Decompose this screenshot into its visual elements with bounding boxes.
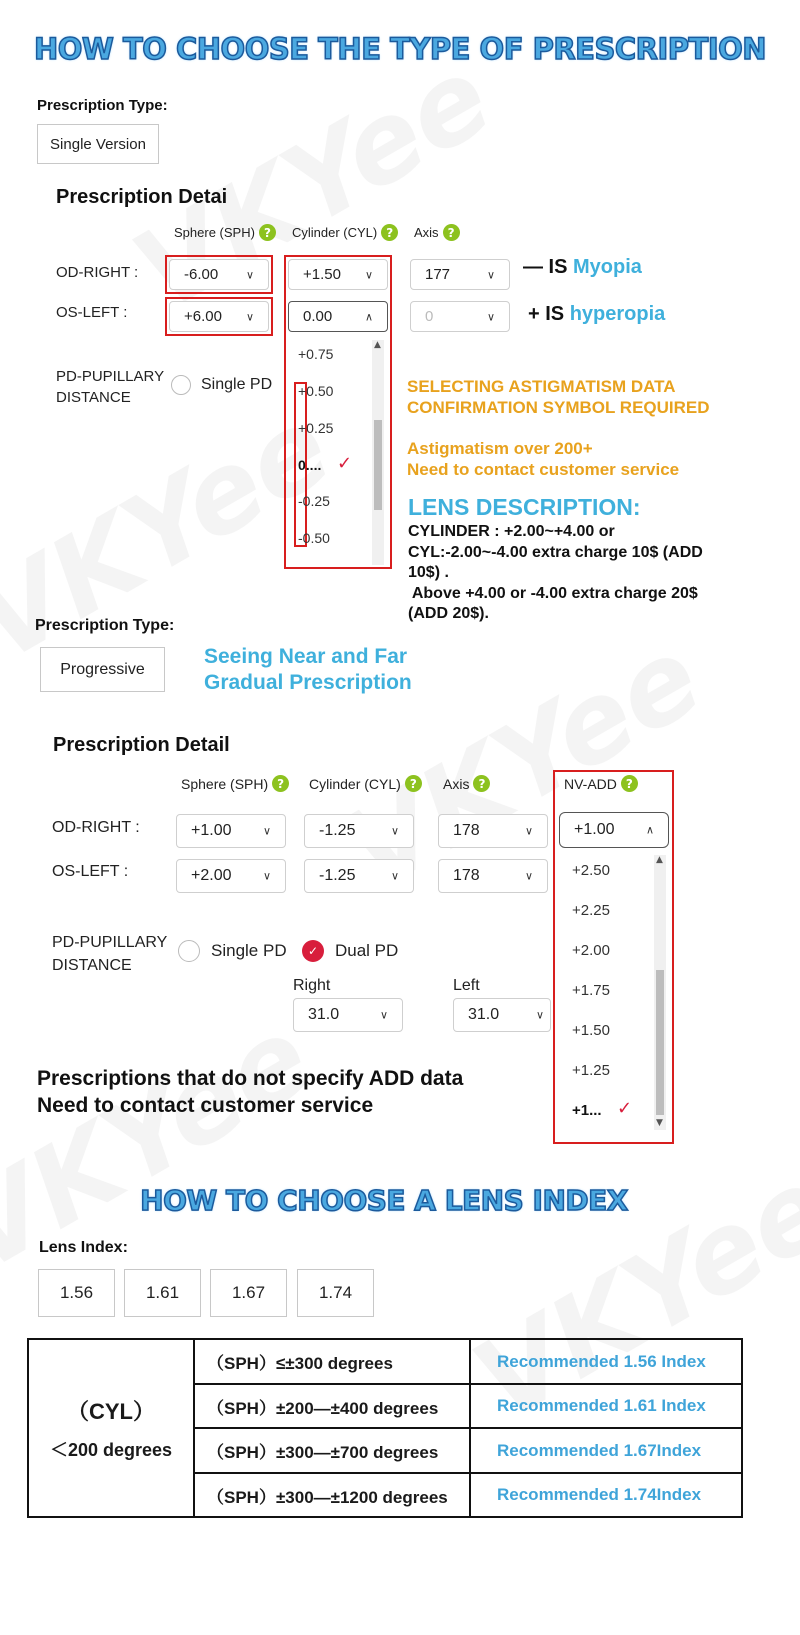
astig-confirm-line1: SELECTING ASTIGMATISM DATA bbox=[407, 377, 676, 396]
axis-column-header bbox=[443, 775, 490, 792]
chevron-down-icon: ∨ bbox=[390, 869, 399, 883]
prescription-type-label: Prescription Type: bbox=[37, 97, 168, 114]
prescription-detail-heading: Prescription Detai bbox=[56, 186, 228, 208]
pd-label-line2: DISTANCE bbox=[56, 389, 131, 406]
check-icon: ✓ bbox=[337, 453, 353, 474]
chevron-down-icon: ∨ bbox=[535, 1008, 544, 1022]
progressive-desc-line1: Seeing Near and Far bbox=[204, 645, 408, 668]
single-pd-label: Single PD bbox=[201, 376, 273, 393]
os-axis-value: 0 bbox=[425, 308, 434, 325]
plus-is-hyperopia-note bbox=[528, 303, 665, 326]
left-pd-value: 31.0 bbox=[468, 1006, 500, 1023]
single-pd-radio[interactable] bbox=[171, 375, 191, 395]
os-sph-value: +6.00 bbox=[184, 308, 222, 325]
recommendation-cell: Recommended 1.56 Index bbox=[470, 1339, 742, 1384]
scroll-up-icon[interactable]: ▲ bbox=[656, 855, 663, 865]
chevron-down-icon: ∨ bbox=[262, 824, 271, 838]
right-pd-label: Right bbox=[293, 977, 331, 994]
astig-confirm-line2: CONFIRMATION SYMBOL REQUIRED bbox=[407, 398, 710, 417]
right-pd-select[interactable] bbox=[293, 998, 403, 1032]
chevron-down-icon: ∨ bbox=[379, 1008, 388, 1022]
cyl-column-label: Cylinder (CYL) bbox=[292, 225, 378, 240]
help-icon[interactable]: ? bbox=[621, 775, 638, 792]
axis-column-header bbox=[414, 224, 460, 241]
add-data-note bbox=[37, 1065, 463, 1119]
check-icon: ✓ bbox=[617, 1098, 633, 1119]
right-pd-value: 31.0 bbox=[308, 1006, 340, 1023]
chevron-down-icon: ∨ bbox=[486, 268, 495, 281]
os-axis-value: 178 bbox=[453, 867, 480, 884]
lens-desc-line: Above +4.00 or -4.00 extra charge 20$ bbox=[408, 584, 698, 602]
od-right-label: OD-RIGHT : bbox=[52, 819, 140, 836]
lens-index-option-1-67[interactable]: 1.67 bbox=[210, 1269, 287, 1317]
plus-note-prefix: + IS bbox=[528, 303, 565, 325]
os-sph-value: +2.00 bbox=[191, 867, 232, 884]
add-option-selected[interactable]: +1... bbox=[572, 1102, 602, 1119]
table-row bbox=[28, 1339, 742, 1384]
lens-index-option-1-61[interactable]: 1.61 bbox=[124, 1269, 201, 1317]
prescription-detail-heading: Prescription Detail bbox=[53, 734, 230, 756]
os-sph-select[interactable] bbox=[176, 859, 286, 893]
od-axis-value: 178 bbox=[453, 822, 480, 839]
sph-os-highlight bbox=[165, 297, 273, 336]
cyl-column-header bbox=[292, 224, 398, 241]
od-sph-value: -6.00 bbox=[184, 266, 219, 283]
help-icon[interactable]: ? bbox=[272, 775, 289, 792]
scroll-down-icon[interactable]: ▼ bbox=[656, 1118, 663, 1128]
add-option[interactable]: +2.50 bbox=[572, 862, 610, 879]
od-axis-select[interactable] bbox=[438, 814, 548, 848]
single-version-button[interactable]: Single Version bbox=[37, 124, 159, 164]
pd-label bbox=[56, 366, 164, 408]
chevron-down-icon: ∨ bbox=[524, 824, 533, 838]
cyl-subheading: ＜200 degrees bbox=[49, 1439, 173, 1460]
help-icon[interactable]: ? bbox=[381, 224, 398, 241]
dual-pd-label: Dual PD bbox=[335, 941, 399, 960]
sph-range-cell: （SPH）±300—±700 degrees bbox=[194, 1428, 470, 1473]
axis-column-label: Axis bbox=[443, 775, 470, 792]
chevron-down-icon: ∨ bbox=[364, 268, 373, 281]
sph-column-label: Sphere (SPH) bbox=[181, 775, 269, 792]
od-right-label: OD-RIGHT : bbox=[56, 264, 139, 281]
sph-column-header bbox=[174, 224, 276, 241]
lens-description-text bbox=[408, 522, 798, 625]
minus-note-prefix: — IS bbox=[523, 256, 568, 278]
add-option[interactable]: +2.25 bbox=[572, 902, 610, 919]
sph-column-label: Sphere (SPH) bbox=[174, 225, 255, 240]
add-option[interactable]: +1.50 bbox=[572, 1022, 610, 1039]
cyl-option[interactable]: -0.25 bbox=[298, 493, 330, 509]
progressive-desc-line2: Gradual Prescription bbox=[204, 671, 412, 694]
astig-over-line2: Need to contact customer service bbox=[407, 460, 680, 479]
sph-range-cell: （SPH）±300—±1200 degrees bbox=[194, 1473, 470, 1517]
sph-od-highlight bbox=[165, 255, 273, 294]
nv-add-column-label: NV-ADD bbox=[564, 775, 617, 792]
cyl-option[interactable]: +0.75 bbox=[298, 346, 334, 362]
scroll-up-icon[interactable]: ▲ bbox=[374, 340, 381, 350]
single-pd-label: Single PD bbox=[211, 941, 287, 960]
pd-label-line1: PD-PUPILLARY bbox=[52, 934, 168, 951]
pd-label-line2: DISTANCE bbox=[52, 957, 132, 974]
lens-description-title: LENS DESCRIPTION: bbox=[408, 494, 641, 520]
cyl-heading: （CYL） bbox=[66, 1398, 155, 1424]
lens-index-option-1-56[interactable]: 1.56 bbox=[38, 1269, 115, 1317]
cyl-option[interactable]: +0.25 bbox=[298, 420, 334, 436]
od-cyl-value: -1.25 bbox=[319, 822, 356, 839]
dual-pd-radio[interactable]: ✓ bbox=[302, 940, 324, 962]
lens-index-label: Lens Index: bbox=[39, 1239, 128, 1256]
left-pd-select[interactable] bbox=[453, 998, 551, 1032]
chevron-down-icon: ∨ bbox=[486, 310, 495, 323]
add-option[interactable]: +2.00 bbox=[572, 942, 610, 959]
cyl-column-header bbox=[309, 775, 422, 792]
axis-column-label: Axis bbox=[414, 225, 439, 240]
lens-desc-line: CYLINDER : +2.00~+4.00 or bbox=[408, 523, 615, 540]
sph-column-header bbox=[181, 775, 289, 792]
lens-desc-line: 10$) . bbox=[408, 564, 449, 581]
od-axis-value: 177 bbox=[425, 266, 451, 283]
od-axis-select[interactable] bbox=[410, 259, 510, 290]
lens-index-title: HOW TO CHOOSE A LENS INDEX bbox=[140, 1184, 628, 1217]
od-sph-select[interactable] bbox=[176, 814, 286, 848]
lens-index-table bbox=[27, 1338, 743, 1518]
recommendation-cell: Recommended 1.61 Index bbox=[470, 1384, 742, 1428]
pd-label bbox=[52, 931, 167, 977]
lens-desc-line: (ADD 20$). bbox=[408, 605, 489, 622]
cyl-option-selected[interactable]: 0.... bbox=[298, 457, 322, 473]
chevron-down-icon: ∨ bbox=[524, 869, 533, 883]
os-left-label: OS-LEFT : bbox=[52, 863, 129, 880]
chevron-down-icon: ∨ bbox=[245, 268, 254, 281]
help-icon[interactable]: ? bbox=[443, 224, 460, 241]
od-add-value: +1.00 bbox=[574, 821, 615, 838]
cyl-cell bbox=[28, 1339, 194, 1517]
help-icon[interactable]: ? bbox=[473, 775, 490, 792]
lens-index-option-1-74[interactable]: 1.74 bbox=[297, 1269, 374, 1317]
add-note-line2: Need to contact customer service bbox=[37, 1094, 374, 1117]
help-icon[interactable]: ? bbox=[405, 775, 422, 792]
single-pd-radio[interactable] bbox=[178, 940, 200, 962]
cyl-column-label: Cylinder (CYL) bbox=[309, 775, 401, 792]
cyl-option[interactable]: +0.50 bbox=[298, 383, 334, 399]
lens-desc-line: CYL:-2.00~-4.00 extra charge 10$ (ADD bbox=[408, 543, 703, 561]
progressive-description bbox=[204, 644, 412, 696]
minus-is-myopia-note bbox=[523, 256, 642, 279]
sph-range-cell: （SPH）±200—±400 degrees bbox=[194, 1384, 470, 1428]
od-cyl-value: +1.50 bbox=[303, 266, 341, 283]
add-option[interactable]: +1.75 bbox=[572, 982, 610, 999]
cyl-option[interactable]: -0.50 bbox=[298, 530, 330, 546]
os-cyl-select[interactable] bbox=[304, 859, 414, 893]
os-cyl-value: -1.25 bbox=[319, 867, 356, 884]
astigmatism-confirm-note bbox=[407, 376, 710, 418]
os-cyl-value: 0.00 bbox=[303, 308, 333, 325]
os-axis-select[interactable] bbox=[410, 301, 510, 332]
add-scrollbar-thumb[interactable] bbox=[656, 970, 664, 1115]
chevron-down-icon: ∨ bbox=[245, 310, 254, 323]
sph-range-cell: （SPH）≤±300 degrees bbox=[194, 1339, 470, 1384]
prescription-type-label: Prescription Type: bbox=[35, 617, 175, 634]
recommendation-cell: Recommended 1.67Index bbox=[470, 1428, 742, 1473]
pd-label-line1: PD-PUPILLARY bbox=[56, 368, 165, 385]
astig-over-line1: Astigmatism over 200+ bbox=[407, 439, 593, 458]
cyl-scrollbar-thumb[interactable] bbox=[374, 420, 382, 510]
left-pd-label: Left bbox=[453, 977, 480, 994]
chevron-down-icon: ∨ bbox=[262, 869, 271, 883]
chevron-down-icon: ∨ bbox=[390, 824, 399, 838]
chevron-up-icon: ∧ bbox=[645, 823, 654, 837]
myopia-word: Myopia bbox=[573, 256, 642, 278]
add-option[interactable]: +1.25 bbox=[572, 1062, 610, 1079]
progressive-button[interactable]: Progressive bbox=[40, 647, 165, 692]
astigmatism-over-note bbox=[407, 438, 679, 480]
help-icon[interactable]: ? bbox=[259, 224, 276, 241]
os-axis-select[interactable] bbox=[438, 859, 548, 893]
hyperopia-word: hyperopia bbox=[569, 303, 666, 325]
od-cyl-select[interactable] bbox=[304, 814, 414, 848]
prescription-type-title: HOW TO CHOOSE THE TYPE OF PRESCRIPTION bbox=[33, 32, 767, 66]
od-sph-value: +1.00 bbox=[191, 822, 232, 839]
os-left-label: OS-LEFT : bbox=[56, 304, 128, 321]
add-note-line1: Prescriptions that do not specify ADD data bbox=[37, 1067, 464, 1090]
chevron-up-icon: ∧ bbox=[364, 310, 373, 323]
recommendation-cell: Recommended 1.74Index bbox=[470, 1473, 742, 1517]
